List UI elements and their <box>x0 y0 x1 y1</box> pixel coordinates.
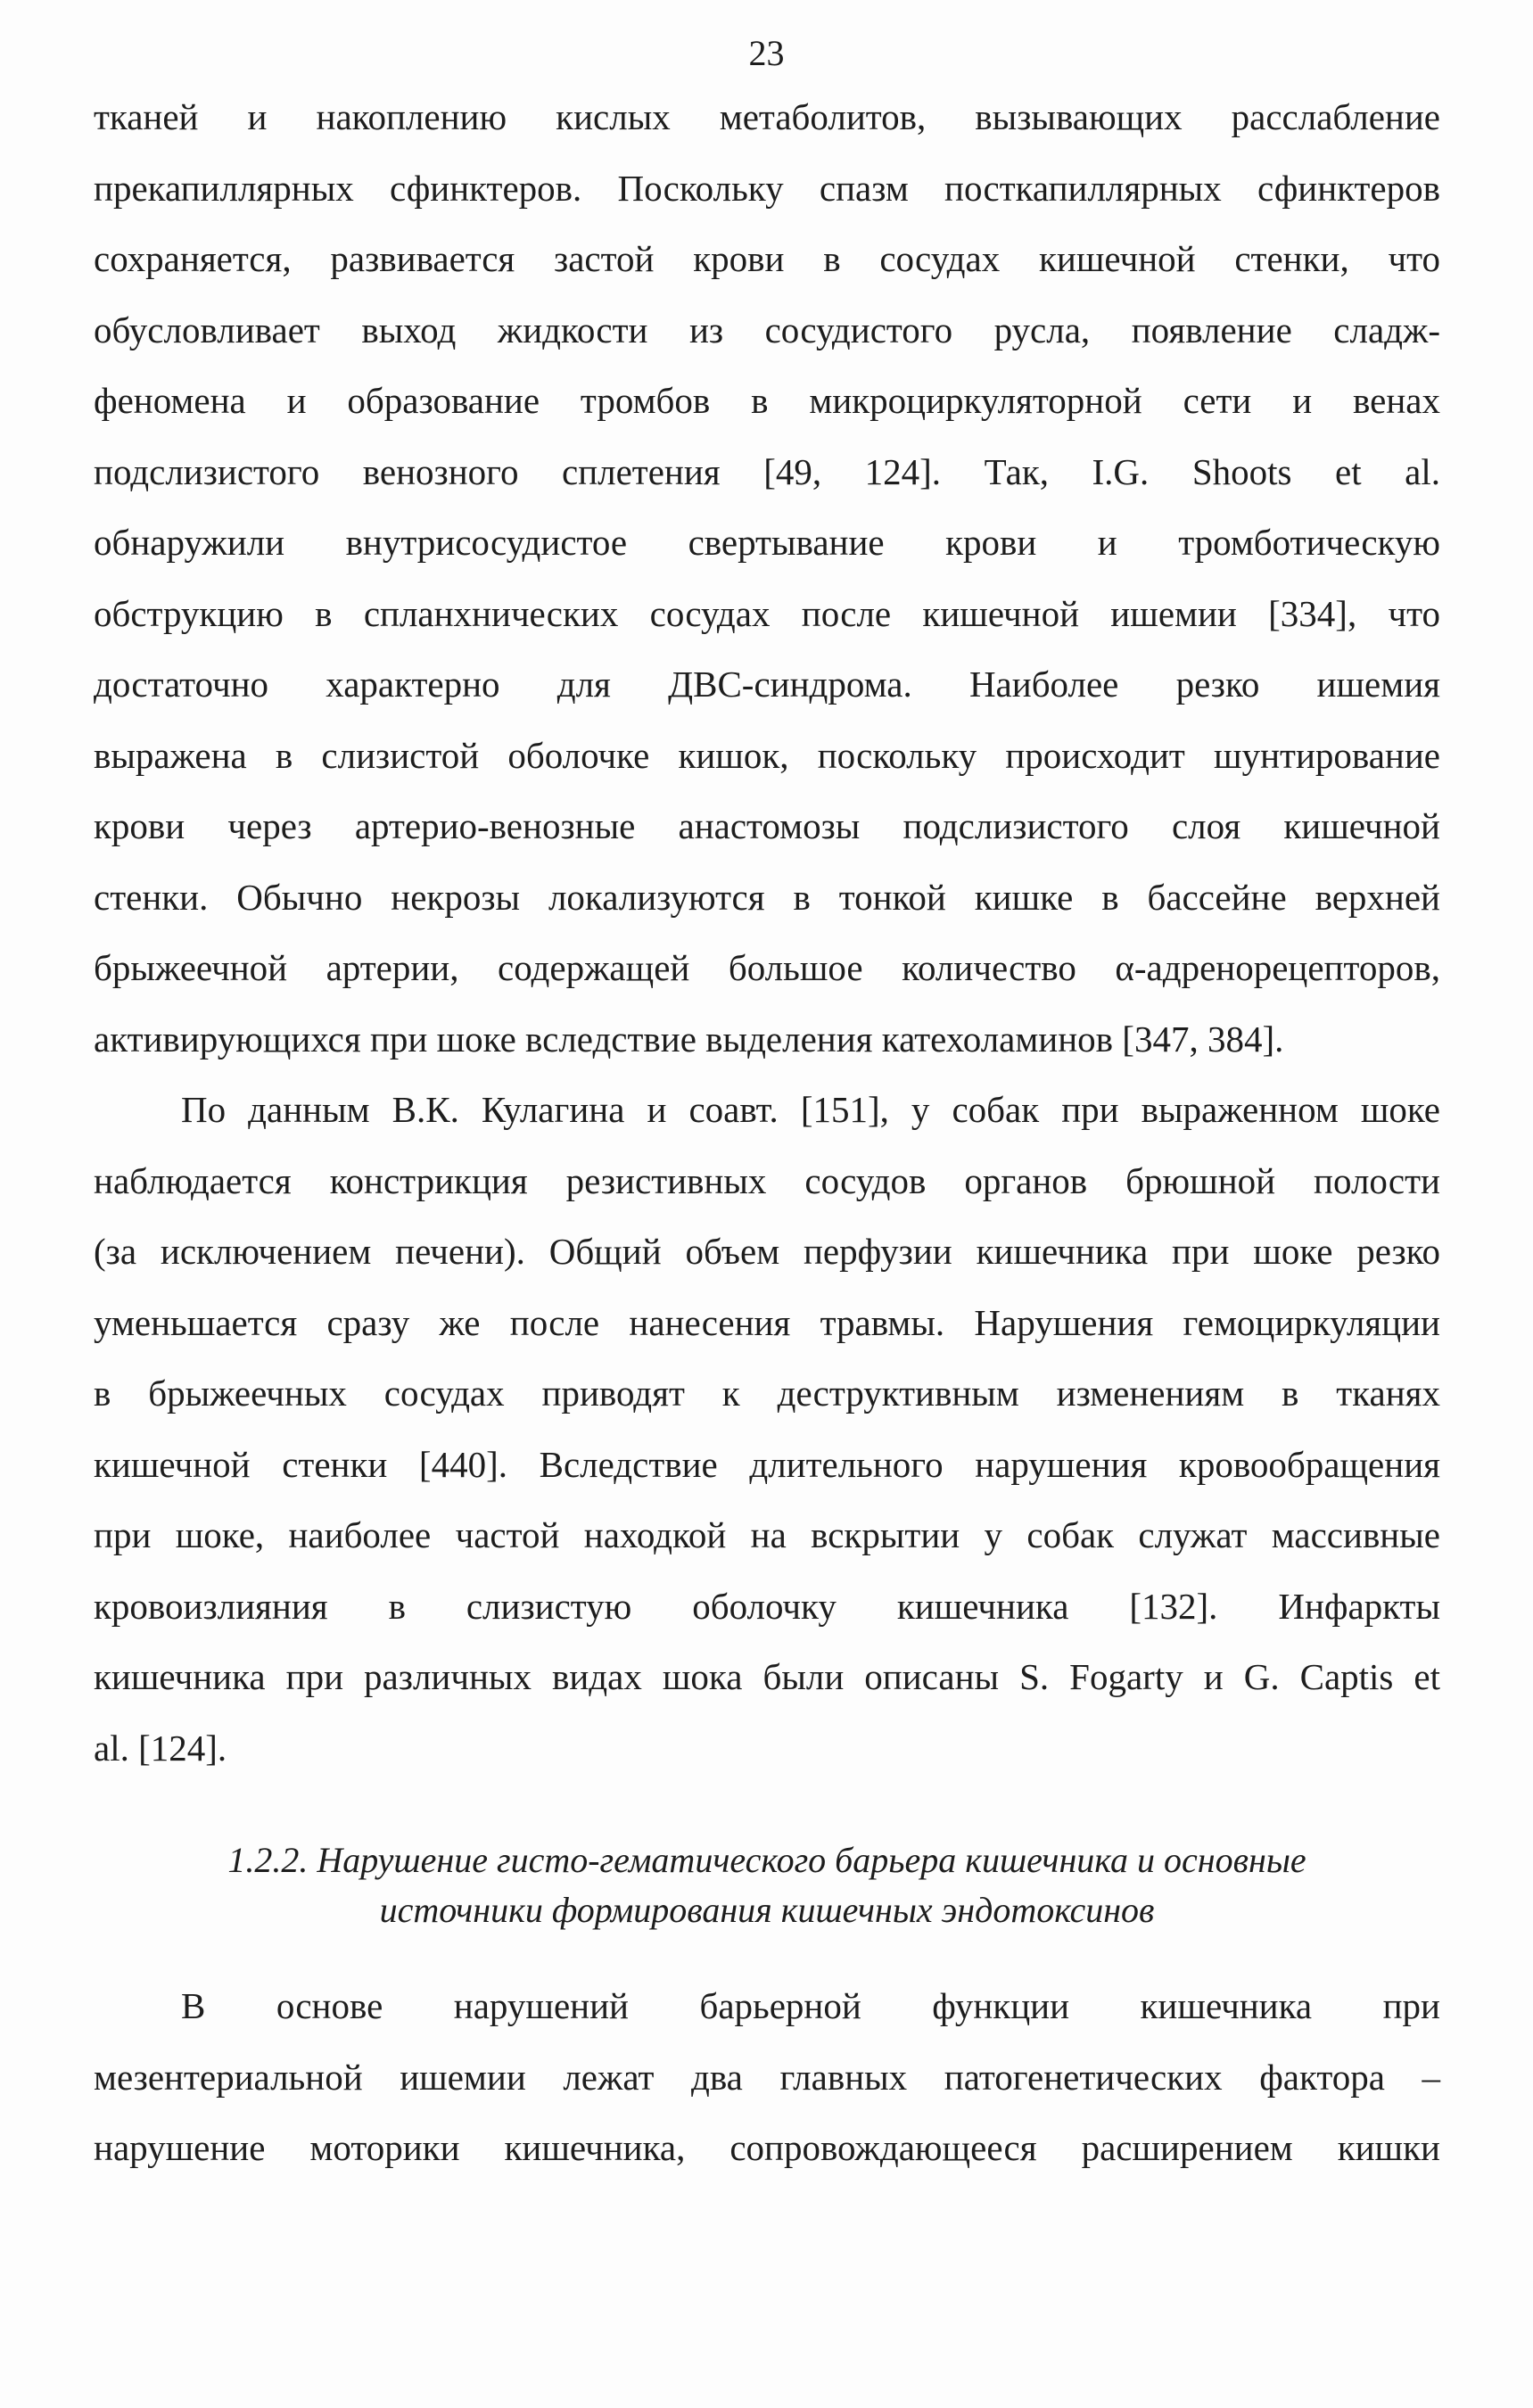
text-line: при шоке, наиболее частой находкой на вскрытии у собак служат массивные <box>94 1514 1440 1555</box>
text-line: (за исключением печени). Общий объем перфузии кишечника при шоке резко <box>94 1231 1440 1272</box>
text-line: выражена в слизистой оболочке кишок, поскольку происходит шунтирование <box>94 734 1440 776</box>
text-line: брыжеечной артерии, содержащей большое количество α-адренорецепторов, <box>94 947 1440 988</box>
text-line: в брыжеечных сосудах приводят к деструктивным изменениям в тканях <box>94 1373 1440 1414</box>
text-line: подслизистого венозного сплетения [49, 124]. Так, I.G. Shoots et al. <box>94 450 1440 492</box>
text-line: al. [124]. <box>94 1727 227 1769</box>
paragraph-barrier-function <box>94 1971 1440 2184</box>
text-line: наблюдается констрикция резистивных сосудов органов брюшной полости <box>94 1159 1440 1201</box>
text-line: стенки. Обычно некрозы локализуются в тонкой кишке в бассейне верхней <box>94 876 1440 918</box>
text-line: По данным В.К. Кулагина и соавт. [151], у собак при выраженном шоке <box>181 1089 1440 1130</box>
text-line: уменьшается сразу же после нанесения травмы. Нарушения гемоциркуляции <box>94 1301 1440 1343</box>
text-line: нарушение моторики кишечника, сопровождающееся расширением кишки <box>94 2127 1440 2168</box>
text-line: крови через артерио-венозные анастомозы подслизистого слоя кишечной <box>94 805 1440 846</box>
text-line: прекапиллярных сфинктеров. Поскольку спазм посткапиллярных сфинктеров <box>94 167 1440 209</box>
text-line: тканей и накоплению кислых метаболитов, вызывающих расслабление <box>94 96 1440 137</box>
text-line: мезентериальной ишемии лежат два главных патогенетических фактора – <box>94 2056 1440 2098</box>
text-line: сохраняется, развивается застой крови в сосудах кишечной стенки, что <box>94 238 1440 279</box>
text-line: активирующихся при шоке вследствие выделения катехоламинов [347, 384]. <box>94 1018 1284 1060</box>
section-heading-line: источники формирования кишечных эндотоксинов <box>379 1890 1155 1930</box>
section-heading <box>94 1835 1440 1935</box>
text-line: достаточно характерно для ДВС-синдрома. Наиболее резко ишемия <box>94 664 1440 705</box>
text-line: кишечника при различных видах шока были описаны S. Fogarty и G. Captis et <box>94 1656 1440 1697</box>
paragraph-ischemia-mechanism <box>94 82 1440 1075</box>
page-body <box>94 82 1440 2184</box>
text-line: феномена и образование тромбов в микроциркуляторной сети и венах <box>94 380 1440 421</box>
text-line: обструкцию в спланхнических сосудах после кишечной ишемии [334], что <box>94 592 1440 634</box>
text-line: кишечной стенки [440]. Вследствие длительного нарушения кровообращения <box>94 1443 1440 1485</box>
text-line: обусловливает выход жидкости из сосудистого русла, появление сладж- <box>94 309 1440 350</box>
text-line: В основе нарушений барьерной функции кишечника при <box>181 1985 1440 2026</box>
text-line: кровоизлияния в слизистую оболочку кишечника [132]. Инфаркты <box>94 1585 1440 1627</box>
page-number: 23 <box>748 33 785 73</box>
text-line: обнаружили внутрисосудистое свертывание крови и тромботическую <box>94 522 1440 563</box>
paragraph-shock-findings <box>94 1075 1440 1784</box>
section-heading-line: 1.2.2. Нарушение гисто-гематического барьера кишечника и основные <box>227 1840 1306 1880</box>
